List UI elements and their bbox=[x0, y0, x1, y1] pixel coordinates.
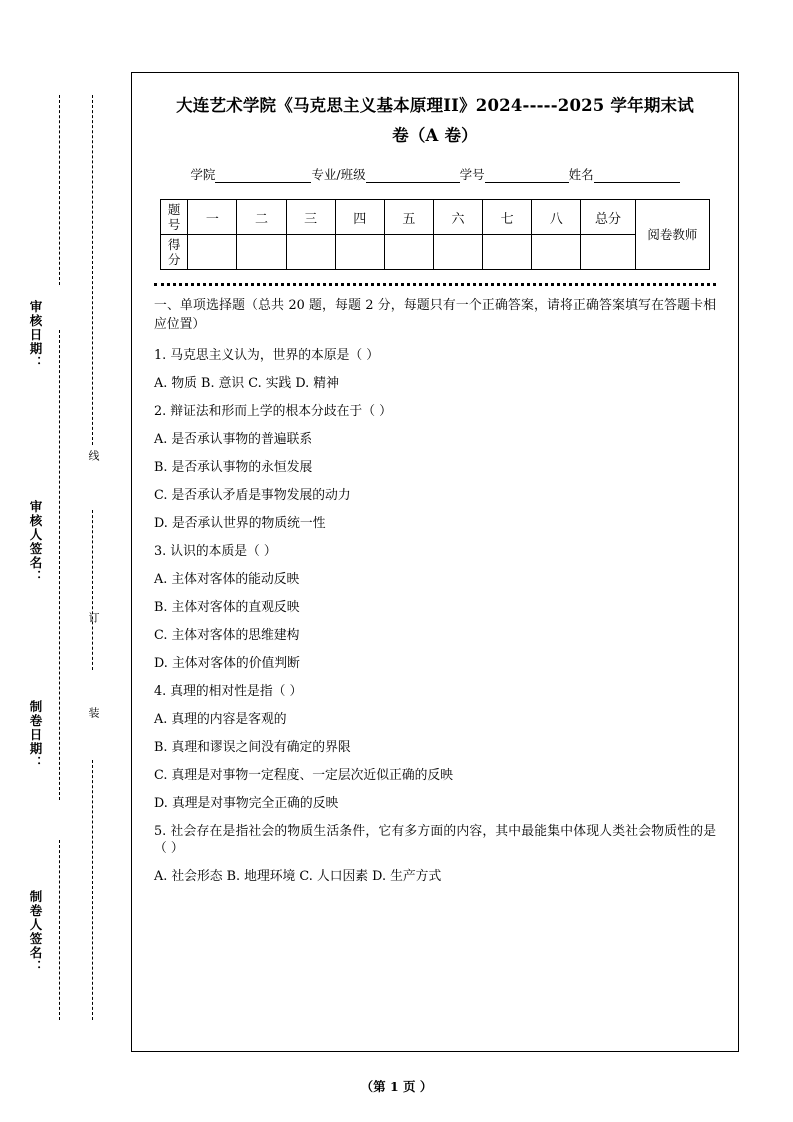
field-college bbox=[190, 165, 311, 183]
left-margin-area bbox=[0, 0, 130, 1122]
seal-dashed-line-bottom bbox=[92, 760, 93, 1020]
dashed-line-segment bbox=[59, 840, 60, 1020]
seal-dashed-line-top bbox=[92, 95, 93, 445]
question-4-option-a: A. 真理的内容是客观的 bbox=[154, 712, 287, 727]
score-col-teacher-label: 阅卷教师 bbox=[647, 226, 698, 242]
margin-label-audit-date: 审核日期： bbox=[28, 300, 43, 370]
field-name-input[interactable] bbox=[594, 168, 680, 183]
score-col-4: 四 bbox=[335, 200, 384, 235]
score-col-5: 五 bbox=[384, 200, 433, 235]
score-cell-1[interactable] bbox=[188, 235, 237, 270]
field-college-label: 学院 bbox=[190, 167, 216, 182]
question-2-option-b: B. 是否承认事物的永恒发展 bbox=[154, 460, 313, 475]
field-major-class bbox=[311, 165, 459, 183]
student-info-line bbox=[154, 165, 716, 183]
question-2-option-d: D. 是否承认世界的物质统一性 bbox=[154, 516, 326, 531]
score-table-row-header-number: 题 号 bbox=[161, 200, 188, 235]
score-cell-total[interactable] bbox=[581, 235, 635, 270]
question-3-option-c: C. 主体对客体的思维建构 bbox=[154, 628, 300, 643]
score-cell-3[interactable] bbox=[286, 235, 335, 270]
seal-char-line: 线 bbox=[87, 450, 100, 463]
field-student-id-label: 学号 bbox=[459, 167, 485, 182]
dashed-line-segment bbox=[59, 330, 60, 800]
question-2-stem: 2. 辩证法和形而上学的根本分歧在于（ ） bbox=[154, 404, 392, 419]
score-col-3: 三 bbox=[286, 200, 335, 235]
score-col-8: 八 bbox=[532, 200, 581, 235]
field-major-class-label: 专业/班级 bbox=[311, 167, 366, 182]
score-col-2: 二 bbox=[237, 200, 286, 235]
dotted-divider bbox=[154, 280, 716, 286]
field-college-input[interactable] bbox=[215, 168, 311, 183]
table-row-question-numbers bbox=[161, 200, 710, 235]
table-row-scores bbox=[161, 235, 710, 270]
exam-body bbox=[154, 296, 716, 885]
score-cell-4[interactable] bbox=[335, 235, 384, 270]
question-5-option-line: A. 社会形态 B. 地理环境 C. 人口因素 D. 生产方式 bbox=[154, 869, 442, 884]
question-2-option-a: A. 是否承认事物的普遍联系 bbox=[154, 432, 313, 447]
score-cell-7[interactable] bbox=[483, 235, 532, 270]
seal-char-pack: 装 bbox=[87, 707, 100, 720]
question-3-option-d: D. 主体对客体的价值判断 bbox=[154, 656, 300, 671]
score-cell-2[interactable] bbox=[237, 235, 286, 270]
question-5-stem: 5. 社会存在是指社会的物质生活条件，它有多方面的内容，其中最能集中体现人类社会物质性的是（ ） bbox=[154, 824, 716, 856]
question-4-option-c: C. 真理是对事物一定程度、一定层次近似正确的反映 bbox=[154, 768, 454, 783]
question-1-stem: 1. 马克思主义认为，世界的本原是（ ） bbox=[154, 348, 380, 363]
page-footer: （第 1 页 ） bbox=[360, 1079, 433, 1094]
field-name-label: 姓名 bbox=[568, 167, 594, 182]
score-col-teacher bbox=[635, 200, 709, 270]
question-4-option-d: D. 真理是对事物完全正确的反映 bbox=[154, 796, 339, 811]
page-title-line1: 大连艺术学院《马克思主义基本原理II》2024-----2025 学年期末试 bbox=[176, 96, 694, 115]
page-title-line2: 卷（A 卷） bbox=[392, 126, 478, 145]
score-col-1: 一 bbox=[188, 200, 237, 235]
score-col-7: 七 bbox=[483, 200, 532, 235]
field-student-id-input[interactable] bbox=[485, 168, 569, 183]
field-name bbox=[569, 165, 680, 183]
dashed-line-segment bbox=[59, 95, 60, 285]
question-3-stem: 3. 认识的本质是（ ） bbox=[154, 544, 277, 559]
page-title bbox=[154, 91, 716, 151]
margin-label-auditor-signature: 审核人签名： bbox=[28, 500, 43, 584]
section-heading-1: 一、单项选择题（总共 20 题，每题 2 分，每题只有一个正确答案，请将正确答案填写在答题卡相应位置） bbox=[154, 298, 716, 332]
field-student-id bbox=[460, 165, 569, 183]
score-cell-8[interactable] bbox=[532, 235, 581, 270]
margin-label-printer-signature: 制卷人签名： bbox=[28, 890, 43, 974]
score-col-6: 六 bbox=[433, 200, 482, 235]
seal-dashed-line-mid bbox=[92, 510, 93, 670]
score-cell-6[interactable] bbox=[433, 235, 482, 270]
question-4-stem: 4. 真理的相对性是指（ ） bbox=[154, 684, 303, 699]
margin-label-print-date: 制卷日期： bbox=[28, 700, 43, 770]
score-col-total: 总分 bbox=[581, 200, 635, 235]
question-2-option-c: C. 是否承认矛盾是事物发展的动力 bbox=[154, 488, 351, 503]
score-table bbox=[160, 199, 710, 270]
exam-paper-page bbox=[131, 72, 739, 1052]
question-4-option-b: B. 真理和谬误之间没有确定的界限 bbox=[154, 740, 351, 755]
score-table-row-header-score: 得 分 bbox=[161, 235, 188, 270]
question-3-option-b: B. 主体对客体的直观反映 bbox=[154, 600, 300, 615]
score-cell-5[interactable] bbox=[384, 235, 433, 270]
question-3-option-a: A. 主体对客体的能动反映 bbox=[154, 572, 300, 587]
field-major-class-input[interactable] bbox=[366, 168, 460, 183]
question-1-option-line: A. 物质 B. 意识 C. 实践 D. 精神 bbox=[154, 376, 339, 391]
seal-char-bind: 订 bbox=[87, 612, 100, 625]
